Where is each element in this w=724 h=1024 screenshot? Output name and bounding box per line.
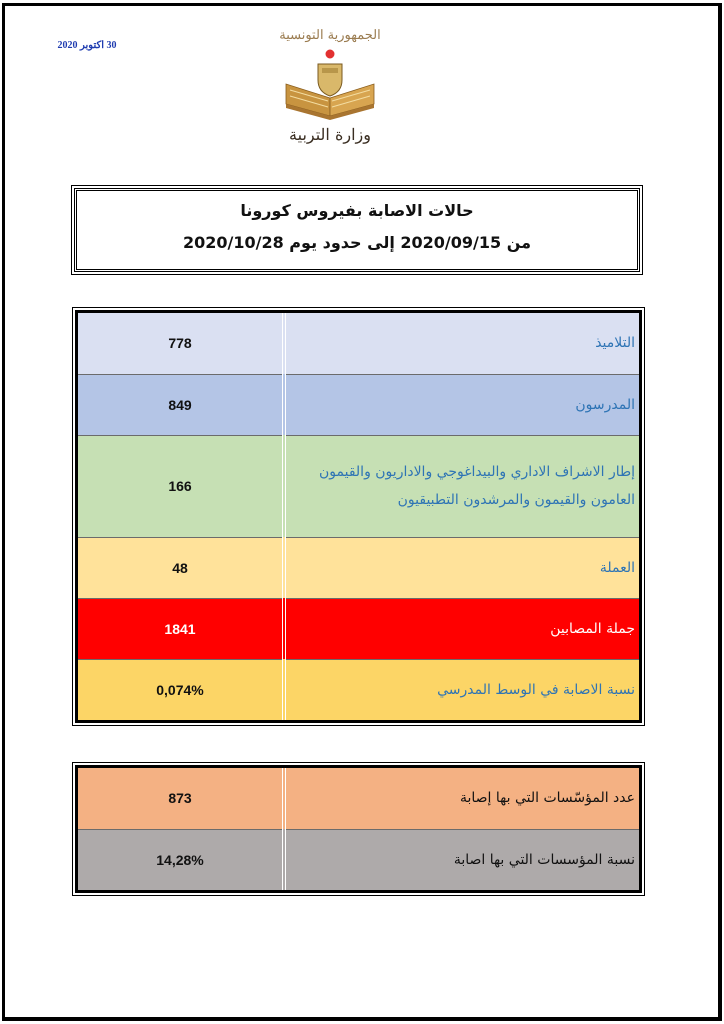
row-label: العملة [284, 537, 639, 598]
table-row-rate [78, 659, 639, 720]
row-value: 166 [78, 435, 284, 537]
title-date-range: من 2020/09/15 إلى حدود يوم 2020/10/28 [182, 233, 532, 252]
row-value: 48 [78, 537, 284, 598]
row-label: جملة المصابين [284, 598, 639, 659]
row-value: 0,074% [78, 659, 284, 720]
institutions-table [75, 765, 642, 893]
coat-of-arms-book-icon [280, 46, 380, 124]
row-label: نسبة الاصابة في الوسط المدرسي [284, 659, 639, 720]
row-label: المدرسون [284, 374, 639, 435]
ministry-logo [270, 28, 390, 153]
table-row-institutions-count [78, 768, 639, 829]
row-label: عدد المؤسّسات التي بها إصابة [284, 768, 639, 829]
row-value: 778 [78, 313, 284, 374]
document-date: 30 اكتوبر 2020 [57, 40, 117, 51]
row-label: إطار الاشراف الاداري والبيداغوجي والاداريون والقيمون العامون والقيمون والمرشدون التطبيقيون [284, 435, 639, 537]
table-row-students [78, 313, 639, 374]
title-main: حالات الاصابة بفيروس كورونا [240, 201, 474, 220]
logo-ministry-text: وزارة التربية [289, 125, 371, 144]
table-row-institutions-rate [78, 829, 639, 890]
table-row-total [78, 598, 639, 659]
row-value: 1841 [78, 598, 284, 659]
cases-table [75, 310, 642, 723]
row-label: التلاميذ [284, 313, 639, 374]
row-label: نسبة المؤسسات التي بها اصابة [284, 829, 639, 890]
row-value: 14,28% [78, 829, 284, 890]
row-value: 873 [78, 768, 284, 829]
table-row-staff [78, 435, 639, 537]
logo-republic-text: الجمهورية التونسية [279, 28, 381, 43]
table-row-workers [78, 537, 639, 598]
table-row-teachers [78, 374, 639, 435]
title-box [74, 188, 640, 272]
row-value: 849 [78, 374, 284, 435]
